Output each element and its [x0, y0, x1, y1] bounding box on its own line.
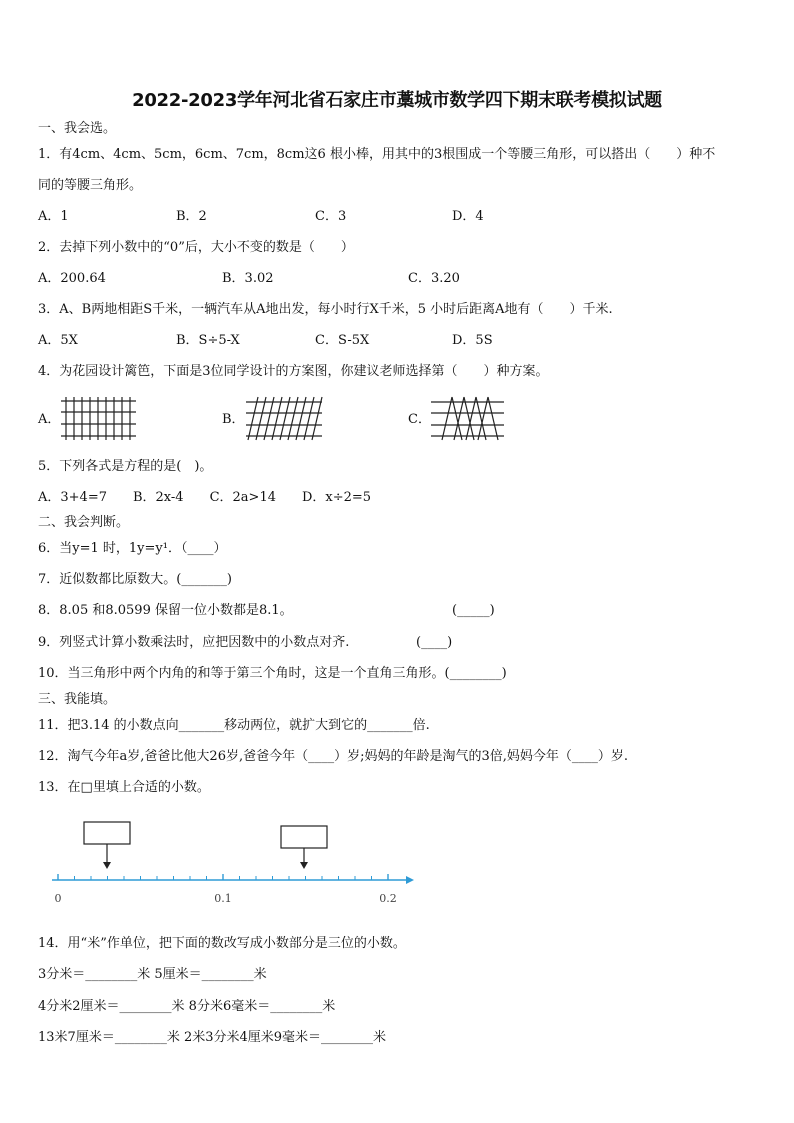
q4-label-c: C． — [408, 412, 431, 427]
fence-b-slanted-figure — [244, 397, 324, 441]
question-11: 11．把3.14 的小数点向_______移动两位，就扩大到它的_______倍. — [38, 718, 430, 733]
section-3-heading: 三、我能填。 — [38, 692, 117, 707]
q3-option-b: B．S÷5-X — [176, 333, 240, 348]
q14-line-1: 3分米＝________米 5厘米＝________米 — [38, 967, 267, 982]
tick-label-0: 0 — [54, 892, 62, 905]
question-1-line-2: 同的等腰三角形。 — [38, 178, 143, 193]
q3-option-c: C．S-5X — [315, 333, 370, 348]
q3-option-a: A．5X — [38, 333, 78, 348]
question-2: 2．去掉下列小数中的“0”后，大小不变的数是（ ） — [38, 240, 354, 255]
q2-option-b: B．3.02 — [222, 271, 274, 286]
q1-option-b: B．2 — [176, 209, 207, 224]
q2-option-c: C．3.20 — [408, 271, 460, 286]
question-12: 12．淘气今年a岁,爸爸比他大26岁,爸爸今年（____）岁;妈妈的年龄是淘气的3倍,妈妈今年（____）岁. — [38, 749, 629, 764]
q4-label-b: B． — [222, 412, 245, 427]
question-8: 8．8.05 和8.0599 保留一位小数都是8.1。 — [38, 603, 293, 618]
answer-box-2 — [281, 826, 327, 848]
question-3: 3．A、B两地相距S千米，一辆汽车从A地出发，每小时行X千米，5 小时后距离A地有（ ）千米. — [38, 302, 613, 317]
q14-line-3: 13米7厘米＝________米 2米3分米4厘米9毫米＝________米 — [38, 1030, 387, 1045]
question-9: 9．列竖式计算小数乘法时，应把因数中的小数点对齐. — [38, 635, 350, 650]
fence-a-grid-figure — [60, 397, 138, 441]
q1-option-d: D．4 — [452, 209, 484, 224]
axis-arrowhead — [406, 876, 414, 884]
question-10: 10．当三角形中两个内角的和等于第三个角时，这是一个直角三角形。(________) — [38, 666, 507, 681]
question-1-line-1: 1．有4cm、4cm、5cm，6cm、7cm，8cm这6 根小棒，用其中的3根围成一个等腰三角形，可以搭出（ ）种不 — [38, 147, 716, 162]
section-2-heading: 二、我会判断。 — [38, 515, 130, 530]
section-1-heading: 一、我会选。 — [38, 121, 117, 136]
tick-label-0.1: 0.1 — [214, 892, 232, 905]
question-14: 14．用“米”作单位，把下面的数改写成小数部分是三位的小数。 — [38, 936, 406, 951]
fence-c-triangle-figure — [430, 397, 506, 441]
q5-options: A．3+4=7 B．2x-4 C．2a>14 D．x÷2=5 — [38, 490, 372, 505]
q2-option-a: A．200.64 — [38, 271, 106, 286]
q8-answer-blank: (_____) — [452, 603, 495, 618]
question-6: 6．当y=1 时，1y=y¹．（____） — [38, 541, 227, 556]
q3-option-d: D．5S — [452, 333, 493, 348]
question-5: 5．下列各式是方程的是( )。 — [38, 459, 213, 474]
q4-label-a: A． — [38, 412, 61, 427]
q14-line-2: 4分米2厘米＝________米 8分米6毫米＝________米 — [38, 999, 336, 1014]
q1-option-c: C．3 — [315, 209, 347, 224]
page-title: 2022-2023学年河北省石家庄市藁城市数学四下期末联考模拟试题 — [132, 90, 662, 111]
arrow-1-head — [103, 862, 111, 869]
q9-answer-blank: (____) — [416, 635, 453, 650]
question-13: 13．在□里填上合适的小数。 — [38, 780, 210, 795]
question-4: 4．为花园设计篱笆，下面是3位同学设计的方案图，你建议老师选择第（ ）种方案。 — [38, 364, 549, 379]
number-line-figure — [50, 818, 420, 913]
number-line-axis — [52, 874, 414, 884]
tick-label-0.2: 0.2 — [379, 892, 397, 905]
answer-box-1 — [84, 822, 130, 844]
question-7: 7．近似数都比原数大。(_______) — [38, 572, 232, 587]
arrow-2-head — [300, 862, 308, 869]
q1-option-a: A．1 — [38, 209, 69, 224]
